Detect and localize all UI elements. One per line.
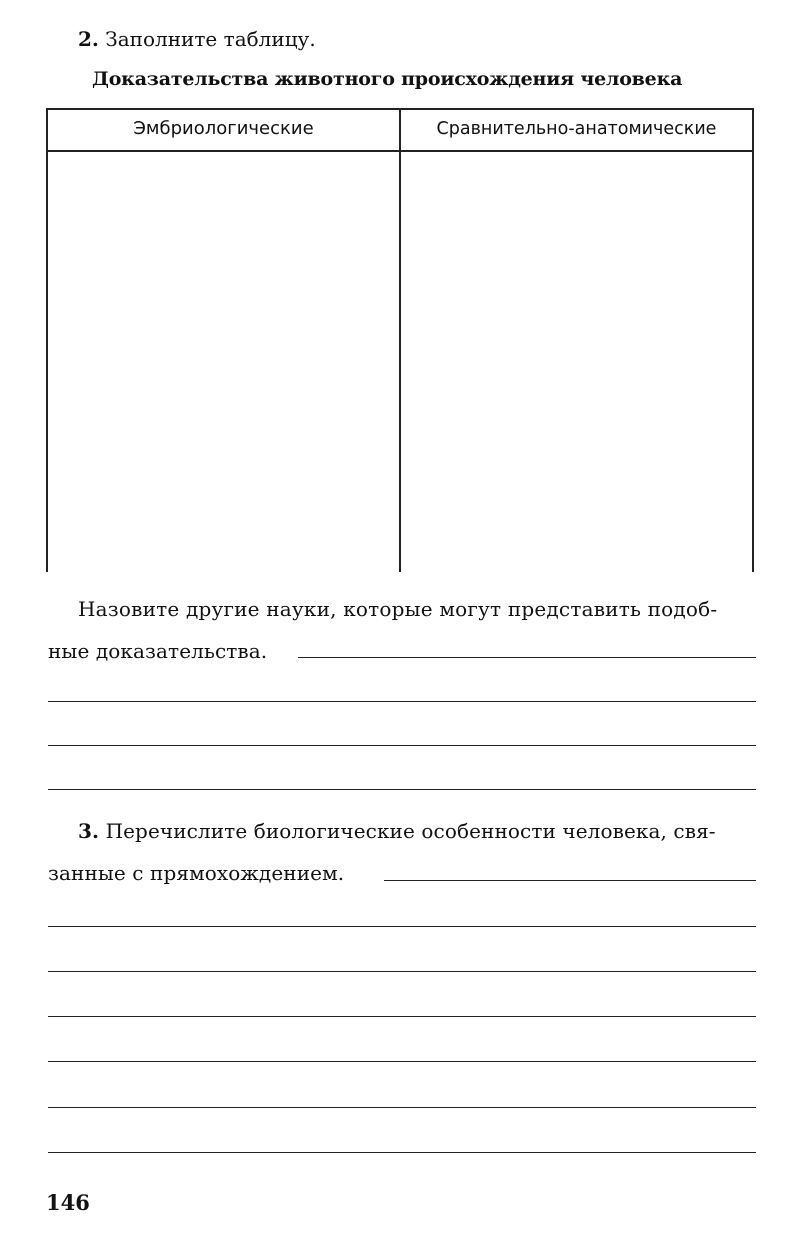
task-2-text: Заполните таблицу. — [105, 27, 316, 51]
task-2-number: 2. — [78, 27, 99, 51]
task-3-question-line-2: занные с прямохождением. — [48, 861, 345, 885]
table-caption: Доказательства животного происхождения человека — [92, 68, 683, 90]
column-header-comparative-anatomical: Сравнительно-анатомические — [436, 119, 717, 139]
answer-line[interactable] — [48, 1107, 756, 1108]
answer-line[interactable] — [48, 789, 756, 790]
comparative-anatomical-answer-cell[interactable] — [401, 152, 752, 572]
answer-line[interactable] — [48, 745, 756, 746]
embryological-answer-cell[interactable] — [48, 152, 399, 572]
answer-line[interactable] — [48, 701, 756, 702]
answer-line[interactable] — [298, 657, 756, 658]
answer-line[interactable] — [48, 1016, 756, 1017]
task-2-heading — [78, 26, 316, 52]
task-3-number: 3. — [78, 819, 100, 843]
sciences-question-line-2: ные доказательства. — [48, 639, 268, 663]
answer-line[interactable] — [48, 971, 756, 972]
task-3-question-line-1 — [78, 818, 716, 844]
column-header-embryological: Эмбриологические — [133, 118, 314, 139]
evidence-table — [46, 108, 754, 572]
page-number: 146 — [46, 1190, 90, 1215]
answer-line[interactable] — [48, 1061, 756, 1062]
table-right-border — [752, 108, 754, 572]
answer-line[interactable] — [384, 880, 756, 881]
task-3-text: Перечислите биологические особенности человека, свя- — [105, 819, 716, 843]
sciences-question-line-1: Назовите другие науки, которые могут представить подоб- — [78, 597, 718, 621]
answer-line[interactable] — [48, 1152, 756, 1153]
answer-line[interactable] — [48, 926, 756, 927]
